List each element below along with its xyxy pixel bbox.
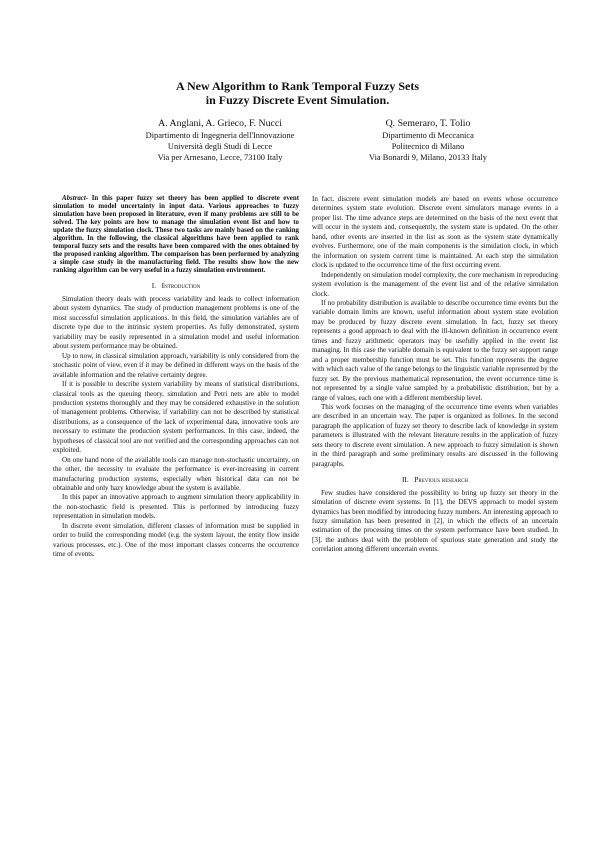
author-address: Via Bonardi 9, Milano, 20133 Italy [369,153,487,162]
section-title: Previous research [414,475,469,485]
author-block-right [318,118,538,163]
paragraph: If no probability distribution is available to describe occurrence time events but the variable domain limits are known, useful information about system state evolution may be produced by fuzzy discrete event simulation. In fact, fuzzy set theory represents a good approach to deal with the ill-known definition in occurrence event times and fuzzy arithmetic operators may be usefully applied in the event list managing. In this case the variable domain is equivalent to the fuzzy set support range and a proper membership function must be set. This function represents the degree with which each value of the range belongs to the linguistic variable represented by the fuzzy set. By the previous mathematical representation, the event occurrence time is not represented by a single value sampled by a probabilistic distribution, but by a range of values, each one with a different membership level. [312,298,558,402]
abstract-text: In this paper fuzzy set theory has been applied to discrete event simulation to model uncertainty in input data. Various approaches to fuzzy simulation have been proposed in literature, even if many problems are still to be solved. The key points are how to manage the simulation event list and how to update the fuzzy simulation clock. These two tasks are mainly based on the ranking algorithm. In the following, the classical algorithms have been applied to rank temporal fuzzy sets and the results have been compared with the ones obtained by the proposed ranking algorithm. The comparison has been performed by analyzing a simple case study in the manufacturing field. The results show how the new ranking algorithm can be very useful in a fuzzy simulation environment. [53,195,299,275]
right-column [312,195,558,555]
paragraph: Simulation theory deals with process variability and leads to collect information about system dynamics. The study of production management problems is one of the most successful simulation applications. In this field, the simulation variables are of discrete type due to the intrinsic system properties. As fully demonstrated, system variability may be easily represented in a simulation model and useful information about system performance may be obtained. [53,294,299,351]
section-number: I. [151,281,157,291]
title-line-1: A New Algorithm to Rank Temporal Fuzzy Sets [176,79,419,93]
section-number: II. [401,475,409,485]
paragraph: Few studies have considered the possibility to bring up fuzzy set theory in the simulation of discrete event systems. In [1], the DEVS approach to model system dynamics has been modified by introducing fuzzy numbers. An interesting approach to fuzzy simulation has been presented in [2], in which the effects of an uncertain estimation of the processing times on the system performance have been studied. In [3], the authors deal with the problem of spurious state generation and study the correlation among different uncertain events. [312,488,558,554]
title-line-2: in Fuzzy Discrete Event Simulation. [205,92,390,107]
author-names: A. Anglani, A. Grieco, F. Nucci [158,118,282,129]
section-heading-previous-research [312,475,558,485]
section-title: Introduction [161,281,201,291]
left-column [53,195,299,560]
abstract [53,195,299,275]
author-block-left [110,118,330,163]
author-names: Q. Semeraro, T. Tolio [385,118,471,129]
author-university: Politecnico di Milano [391,142,465,151]
author-department: Dipartimento di Meccanica [382,131,474,140]
paper-title [0,80,595,107]
paragraph: If it is possible to describe system variability by means of statistical distributions, classical tools as the queuing theory, simulation and Petri nets are able to model production systems thoroughly and they may be considered exhaustive in the solution of management problems. Otherwise, if variability can not be described by statistical distributions, as a consequence of the lack of experimental data, innovative tools are necessary to estimate the production system performances. In this case, indeed, the hypotheses of classical tool are not verified and the corresponding approaches can not exploited. [53,380,299,455]
author-address: Via per Arnesano, Lecce, 73100 Italy [157,153,283,162]
author-department: Dipartimento di Ingegneria dell'Innovazione [145,131,295,140]
paragraph: In fact, discrete event simulation models are based on events whose occurrence determines system state evolution. Discrete event simulators manage events in a proper list. The time advance steps are determined on the basis of the next event that will occur in the system and, consequently, the system state is updated. On the other hand, other events are inserted in the list as soon as the system state dynamically evolves. Furthermore, one of the main components is the simulation clock, in which the information on system current time is maintained. At each step the simulation clock is updated to the occurrence time of the first occurring event. [312,195,558,270]
author-university: Università degli Studi di Lecce [167,142,273,151]
paragraph: Up to now, in classical simulation approach, variability is only considered from the stochastic point of view, even if it may be defined in different ways on the basis of the available information and the relative certainty degree. [53,351,299,379]
paragraph: Independently on simulation model complexity, the core mechanism in reproducing system evolution is the management of the event list and of the relative simulation clock. [312,270,558,298]
paragraph: This work focuses on the managing of the occurrence time events when variables are described in an uncertain way. The paper is organized as follows. In the second paragraph the application of fuzzy set theory to describe lack of knowledge in system parameters is illustrated with the relevant literature results in the application of fuzzy sets theory to discrete event simulation. A new approach to fuzzy simulation is shown in the third paragraph and some preliminary results are discussed in the following paragraphs. [312,402,558,468]
section-heading-introduction [53,281,299,291]
paragraph: In discrete event simulation, different classes of information must be supplied in order to build the corresponding model (e.g. the system layout, the entity flow inside various processes, etc.). One of the most important classes concerns the occurrence time of events. [53,521,299,559]
paragraph: On one hand none of the available tools can manage non-stochastic uncertainty, on the other, the necessity to evaluate the performance is ever-increasing in current manufacturing production systems, especially when historical data can not be obtainable and only hazy knowledge about the system is available. [53,455,299,493]
paragraph: In this paper an innovative approach to augment simulation theory applicability in the non-stochastic field is presented. This is performed by introducing fuzzy representation in simulation models. [53,493,299,521]
abstract-lead: Abstract- [62,195,89,202]
